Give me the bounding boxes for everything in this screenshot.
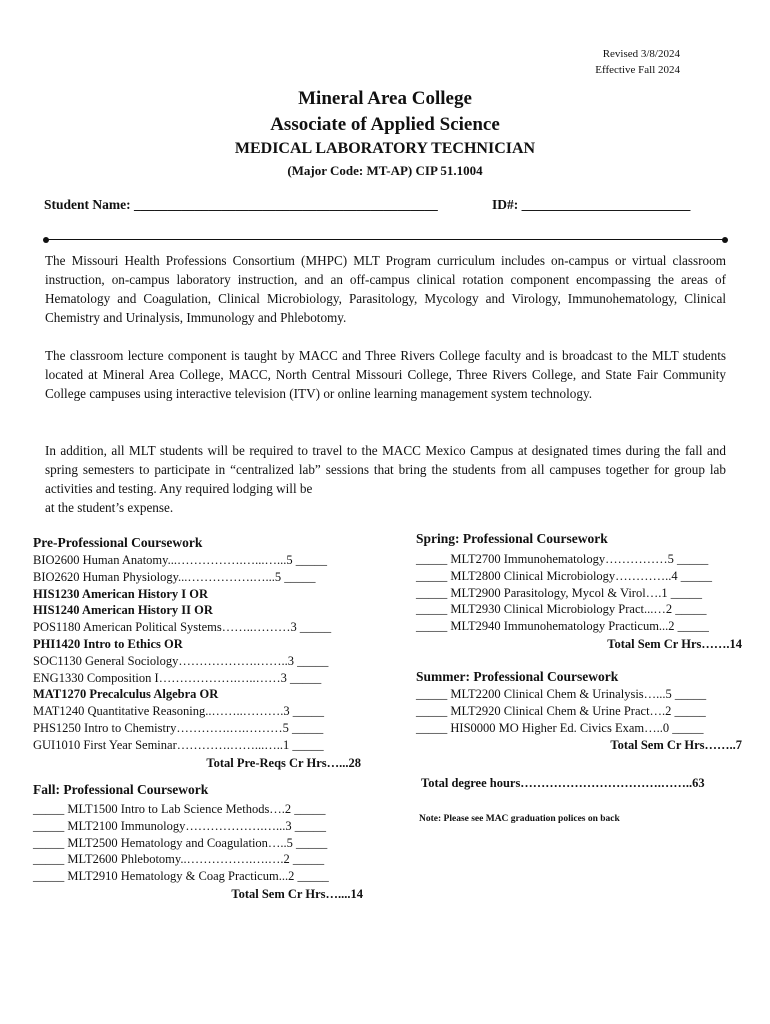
course-line: _____ MLT1500 Intro to Lab Science Methods….2 _____ (33, 802, 326, 816)
revised-date: Revised 3/8/2024 (602, 48, 680, 60)
course-line: PHS1250 Intro to Chemistry………….….………5 _____ (33, 720, 324, 735)
course-line: _____ MLT2800 Clinical Microbiology…………..4 _____ (416, 568, 713, 583)
course-line: _____ MLT2700 Immunohematology……………5 _____ (416, 552, 709, 566)
summer-title: Summer: Professional Coursework (416, 669, 619, 684)
id-field[interactable]: ID#: _________________________ (492, 197, 691, 212)
prereq-section (33, 534, 373, 772)
course-line: ENG1330 Composition I……………….…..……3 _____ (33, 670, 322, 685)
course-line: _____ HIS0000 MO Higher Ed. Civics Exam…..0 _____ (416, 720, 704, 735)
spring-title: Spring: Professional Coursework (416, 531, 608, 546)
paragraph-curriculum: The Missouri Health Professions Consortium (MHPC) MLT Program curriculum includes on-campus or virtual classroom instruction, on-campus laboratory instruction, and an off-campus clinical rotation component encompassing the areas of Hematology and Coagulation, Clinical Microbiology, Parasitology, Mycology and Virology, Immunohematology, Clinical Chemistry and Urinalysis, Immunology and Phlebotomy. (45, 253, 726, 325)
course-line: _____ MLT2900 Parasitology, Mycol & Virol….1 _____ (416, 585, 702, 600)
course-line: _____ MLT2910 Hematology & Coag Practicum...2 _____ (33, 869, 329, 884)
paragraph-travel: In addition, all MLT students will be required to travel to the MACC Mexico Campus at designated times during the fall and spring semesters to participate in “centralized lab” sessions that bring the students from all campuses together for group lab activities and testing. Any required lodging will be (45, 443, 726, 496)
course-line: POS1180 American Political Systems……..………3 _____ (33, 620, 332, 635)
course-line: _____ MLT2500 Hematology and Coagulation…..5 _____ (33, 835, 328, 850)
paragraph-lecture: The classroom lecture component is taught by MACC and Three Rivers College faculty and is broadcast to the MLT students located at Mineral Area College, MACC, North Central Missouri College, Three Rivers College, and State Fair Community College campuses using interactive television (ITV) or online learning management system technology. (45, 348, 726, 401)
fall-total: Total Sem Cr Hrs…....14 (231, 886, 363, 901)
course-line: SOC1130 General Sociology……………….……..3 _____ (33, 653, 329, 668)
program-name: MEDICAL LABORATORY TECHNICIAN (234, 140, 536, 157)
major-code: (Major Code: MT-AP) CIP 51.1004 (287, 163, 483, 178)
course-line: MAT1270 Precalculus Algebra OR (33, 687, 219, 702)
graduation-note: Note: Please see MAC graduation polices on back (419, 814, 620, 824)
degree-name: Associate of Applied Science (270, 114, 500, 135)
paragraph-lodging: at the student’s expense. (45, 500, 174, 515)
course-line: HIS1240 American History II OR (33, 603, 213, 618)
course-line: MAT1240 Quantitative Reasoning..……..……….3 _____ (33, 704, 324, 719)
fall-title: Fall: Professional Coursework (33, 782, 209, 797)
student-name-field[interactable]: Student Name: _____________________________________________ (44, 197, 438, 212)
summer-total: Total Sem Cr Hrs……..7 (610, 738, 742, 753)
course-line: GUI1010 First Year Seminar………….……...…..1 _____ (33, 737, 324, 752)
course-line: BIO2600 Human Anatomy...…………….…...…...5 _____ (33, 553, 327, 567)
revision-info (595, 46, 680, 78)
course-line: _____ MLT2940 Immunohematology Practicum...2 _____ (416, 619, 709, 634)
course-line: BIO2620 Human Physiology...…………….…...5 _____ (33, 569, 316, 584)
prereq-total: Total Pre-Reqs Cr Hrs…...28 (206, 755, 361, 770)
college-name: Mineral Area College (298, 88, 472, 109)
prereq-title: Pre-Professional Coursework (33, 535, 203, 550)
rule-right-dot (722, 237, 728, 243)
summer-section (416, 668, 746, 754)
spring-total: Total Sem Cr Hrs…….14 (607, 636, 742, 651)
course-line: _____ MLT2100 Immunology……………….…...3 _____ (33, 818, 326, 833)
course-line: _____ MLT2930 Clinical Microbiology Pract...…2 _____ (416, 602, 707, 617)
course-line: _____ MLT2200 Clinical Chem & Urinalysis…...5 _____ (416, 687, 707, 701)
effective-date: Effective Fall 2024 (595, 64, 680, 76)
spring-section (416, 530, 746, 653)
fall-section (33, 781, 373, 903)
course-line: HIS1230 American History I OR (33, 586, 208, 601)
total-degree-hours: Total degree hours…………………………….……..63 (421, 776, 705, 790)
divider-rule (46, 239, 726, 240)
course-line: _____ MLT2920 Clinical Chem & Urine Pract….2 _____ (416, 703, 706, 718)
course-line: PHI1420 Intro to Ethics OR (33, 636, 183, 651)
course-line: _____ MLT2600 Phlebotomy..…………….….….2 _____ (33, 852, 325, 867)
title-block (0, 86, 770, 182)
